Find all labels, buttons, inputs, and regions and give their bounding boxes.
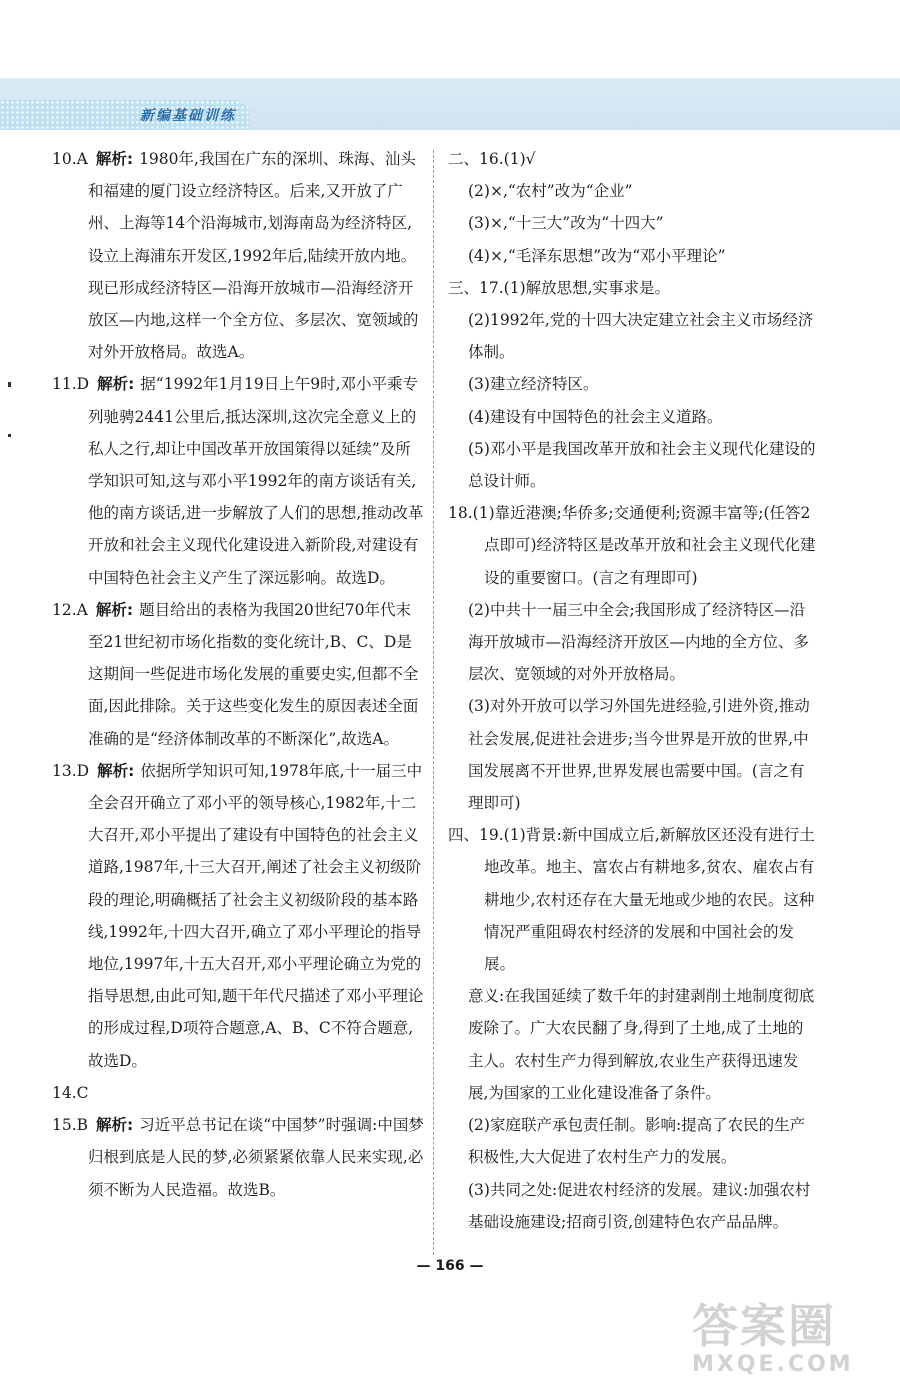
answer-line: (2)1992年,党的十四大决定建立社会主义市场经济体制。 xyxy=(468,311,814,362)
header-title: 新编基础训练 xyxy=(140,108,236,124)
left-column xyxy=(52,143,424,1206)
answer-line: 意义:在我国延续了数千年的封建剥削土地制度彻底废除了。广大农民翻了身,得到了土地,成了土地的主人。农村生产力得到解放,农业生产获得迅速发展,为国家的工业化建设准备了条件。 xyxy=(468,987,815,1102)
answer-line: 四、19.(1)背景:新中国成立后,新解放区还没有进行土地改革。地主、富农占有耕地多,贫农、雇农占有耕地少,农村还存在大量无地或少地的农民。这种情况严重阻碍农村经济的发展和中国社会的发展。 xyxy=(448,826,815,974)
answer-line: 18.(1)靠近港澳;华侨多;交通便利;资源丰富等;(任答2点即可)经济特区是改革开放和社会主义现代化建设的重要窗口。(言之有理即可) xyxy=(448,504,816,587)
answer-line: (2)中共十一届三中全会;我国形成了经济特区—沿海开放城市—沿海经济开放区—内地的全方位、多层次、宽领域的对外开放格局。 xyxy=(468,600,810,684)
margin-mark xyxy=(8,382,11,387)
answer-line: (2)家庭联产承包责任制。影响:提高了农民的生产积极性,大大促进了农村生产力的发展。 xyxy=(468,1116,806,1167)
answer-item: 12.A 解析: 题目给出的表格为我国20世纪70年代末至21世纪初市场化指数的变化统计,B、C、D是这期间一些促进市场化发展的重要史实,但都不全面,因此排除。关于这些变化发生的原因表述全面准确的是“经济体制改革的不断深化”,故选A。 xyxy=(52,600,419,748)
answer-line: (4)建设有中国特色的社会主义道路。 xyxy=(468,407,723,426)
answer-line: (3)共同之处:促进农村经济的发展。建议:加强农村基础设施建设;招商引资,创建特色农产品品牌。 xyxy=(468,1180,811,1231)
answer-item: 14.C xyxy=(52,1083,89,1102)
watermark-logo: 答案圈 xyxy=(692,1299,836,1353)
answer-item: 13.D 解析: 依据所学知识可知,1978年底,十一届三中全会召开确立了邓小平的领导核心,1982年,十二大召开,邓小平提出了建设有中国特色的社会主义道路,1987年,十三大召开,阐述了社会主义初级阶段的理论,明确概括了社会主义初级阶段的基本路线,1992年,十四大召开,确立了邓小平理论的指导地位,1997年,十五大召开,邓小平理论确立为党的指导思想,由此可知,题干年代尺描述了邓小平理论的形成过程,D项符合题意,A、B、C不符合题意,故选D。 xyxy=(52,761,424,1070)
answer-line: (5)邓小平是我国改革开放和社会主义现代化建设的总设计师。 xyxy=(468,439,816,491)
answer-line: (3)×,“十三大”改为“十四大” xyxy=(468,214,664,233)
margin-mark xyxy=(8,434,11,437)
right-column xyxy=(448,143,818,1238)
answer-line: (3)建立经济特区。 xyxy=(468,375,599,394)
answer-line: (4)×,“毛泽东思想”改为“邓小平理论” xyxy=(468,246,726,265)
watermark-site: MXQE.COM xyxy=(692,1352,854,1377)
answer-line: (2)×,“农村”改为“企业” xyxy=(468,182,633,201)
answer-line: (3)对外开放可以学习外国先进经验,引进外资,推动社会发展,促进社会进步;当今世界是开放的世界,中国发展离不开世界,世界发展也需要中国。(言之有理即可) xyxy=(468,697,810,813)
answer-item: 10.A 解析: 1980年,我国在广东的深圳、珠海、汕头和福建的厦门设立经济特区。后来,又开放了广州、上海等14个沿海城市,划海南岛为经济特区,设立上海浦东开发区,1992年后,陆续开放内地。现已形成经济特区—沿海开放城市—沿海经济开放区—内地,这样一个全方位、多层次、宽领域的对外开放格局。故选A。 xyxy=(52,150,419,362)
answer-line: 二、16.(1)√ xyxy=(448,150,536,168)
answer-item: 11.D 解析: 据“1992年1月19日上午9时,邓小平乘专列驰骋2441公里后,抵达深圳,这次完全意义上的私人之行,却让中国改革开放国策得以延续”及所学知识可知,这与邓小平1992年的南方谈话有关,他的南方谈话,进一步解放了人们的思想,推动改革开放和社会主义现代化建设进入新阶段,对建设有中国特色社会主义产生了深远影响。故选D。 xyxy=(52,375,424,587)
answer-line: 三、17.(1)解放思想,实事求是。 xyxy=(448,278,671,297)
page-number: — 166 — xyxy=(416,1258,484,1274)
column-divider xyxy=(433,150,434,1255)
watermark xyxy=(692,1290,882,1380)
answer-item: 15.B 解析: 习近平总书记在谈“中国梦”时强调:中国梦归根到底是人民的梦,必须紧紧依靠人民来实现,必须不断为人民造福。故选B。 xyxy=(52,1116,424,1199)
